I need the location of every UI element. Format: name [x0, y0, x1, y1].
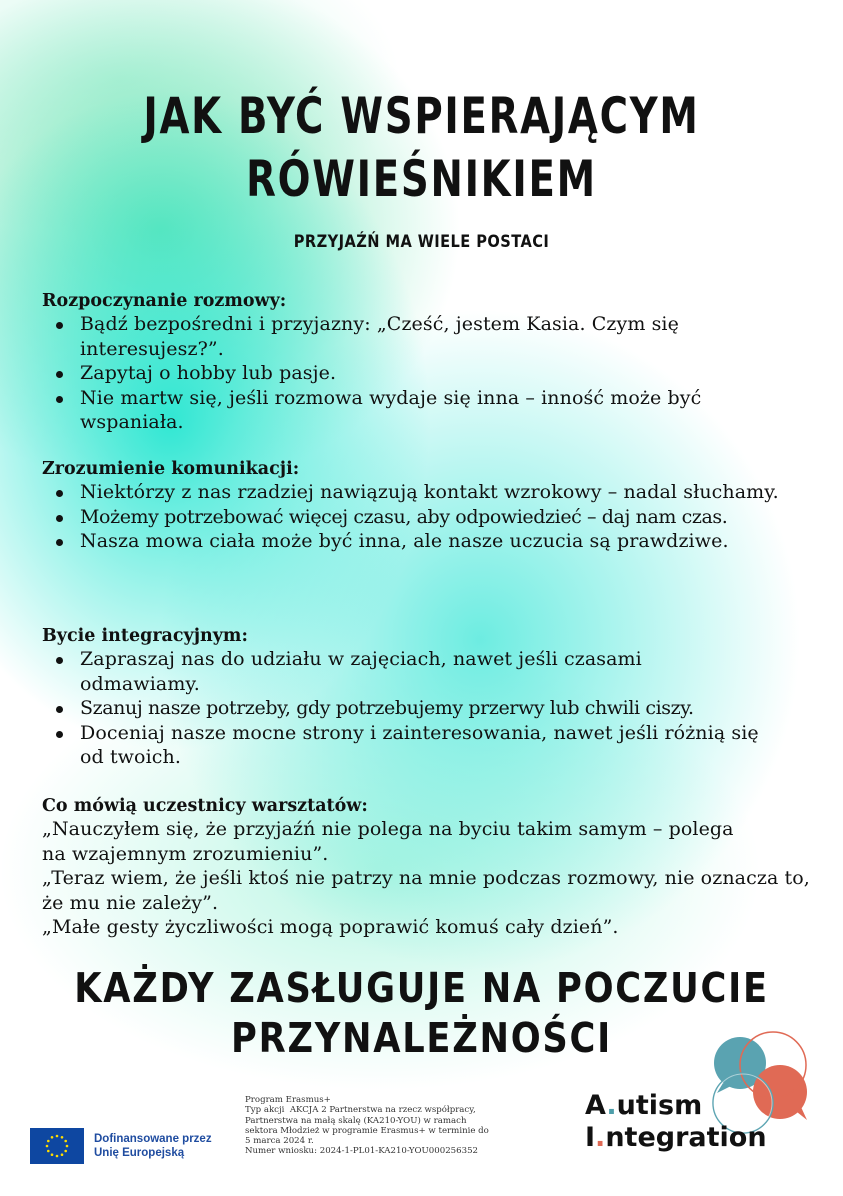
list-item: Szanuj nasze potrzeby, gdy potrzebujemy przerwy lub chwili ciszy.: [80, 696, 822, 721]
eu-funding-line-2: Unię Europejską: [94, 1147, 185, 1159]
erasmus-line: Typ akcji AKCJA 2 Partnerstwa na rzecz współpracy,: [245, 1105, 476, 1116]
closing-line-1: KAŻDY ZASŁUGUJE NA POCZUCIE: [74, 964, 769, 1012]
closing-line-2: PRZYNALEŻNOŚCI: [231, 1014, 612, 1062]
section-heading: Rozpoczynanie rozmowy:: [42, 291, 287, 311]
page-title: [59, 85, 784, 211]
section-starting-conversation: [42, 290, 822, 435]
erasmus-line: 5 marca 2024 r.: [245, 1136, 314, 1147]
autism-integration-logo: [585, 1090, 767, 1154]
testimonial-quote: „Małe gesty życzliwości mogą poprawić komuś cały dzień”.: [42, 916, 619, 938]
list-item: Nie martw się, jeśli rozmowa wydaje się inna – inność może być wspaniała.: [80, 386, 800, 435]
eu-funding-text: [94, 1132, 212, 1160]
section-heading: Zrozumienie komunikacji:: [42, 459, 300, 479]
bullet-list: [42, 647, 822, 770]
eu-funding-line-1: Dofinansowane przez: [94, 1133, 212, 1145]
erasmus-info: [245, 1095, 575, 1157]
list-item: Bądź bezpośredni i przyjazny: „Cześć, jestem Kasia. Czym się interesujesz?”.: [80, 312, 800, 361]
section-heading: Bycie integracyjnym:: [42, 626, 248, 646]
list-item: Zapraszaj nas do udziału w zajęciach, nawet jeśli czasami odmawiamy.: [80, 647, 760, 696]
erasmus-line: Program Erasmus+: [245, 1095, 331, 1105]
logo-word-autism: [585, 1090, 767, 1122]
eu-flag-icon: [30, 1128, 84, 1164]
logo-word-rest: ntegration: [605, 1122, 767, 1153]
logo-word-rest: utism: [616, 1090, 703, 1121]
section-heading: Co mówią uczestnicy warsztatów:: [42, 796, 368, 816]
section-being-inclusive: [42, 625, 822, 770]
erasmus-line: sektora Młodzież w programie Erasmus+ w terminie do: [245, 1125, 489, 1136]
logo-dot: .: [595, 1122, 606, 1153]
list-item: Zapytaj o hobby lub pasje.: [80, 361, 822, 386]
list-item: Niektórzy z nas rzadziej nawiązują kontakt wzrokowy – nadal słuchamy.: [80, 480, 790, 505]
logo-word-integration: [585, 1122, 767, 1154]
testimonial-quote: „Teraz wiem, że jeśli ktoś nie patrzy na mnie podczas rozmowy, nie oznacza to, że mu nie zależy”.: [42, 867, 810, 914]
bullet-list: [42, 312, 822, 435]
logo-dot: .: [606, 1090, 617, 1121]
page-subtitle: PRZYJAŹŃ MA WIELE POSTACI: [293, 232, 550, 252]
bullet-list: [42, 480, 822, 554]
erasmus-line: Numer wniosku: 2024-1-PL01-KA210-YOU000256352: [245, 1146, 479, 1157]
logo-initial: A: [585, 1090, 607, 1121]
list-item: Nasza mowa ciała może być inna, ale nasze uczucia są prawdziwe.: [80, 529, 740, 554]
erasmus-line: Partnerstwa na małą skalę (KA210-YOU) w ramach: [245, 1115, 467, 1126]
list-item: Możemy potrzebować więcej czasu, aby odpowiedzieć – daj nam czas.: [80, 505, 822, 530]
eu-funding-badge: [30, 1128, 212, 1164]
section-understanding-communication: [42, 458, 822, 554]
closing-slogan: [59, 963, 784, 1063]
section-testimonials: [42, 795, 822, 940]
title-line-2: RÓWIEŚNIKIEM: [246, 150, 597, 208]
title-line-1: JAK BYĆ WSPIERAJĄCYM: [143, 87, 700, 145]
list-item: Doceniaj nasze mocne strony i zainteresowania, nawet jeśli różnią się od twoich.: [80, 721, 770, 770]
logo-initial: I: [585, 1122, 596, 1153]
testimonial-quote: „Nauczyłem się, że przyjaźń nie polega na byciu takim samym – polega na wzajemnym zrozumieniu”.: [42, 818, 734, 865]
